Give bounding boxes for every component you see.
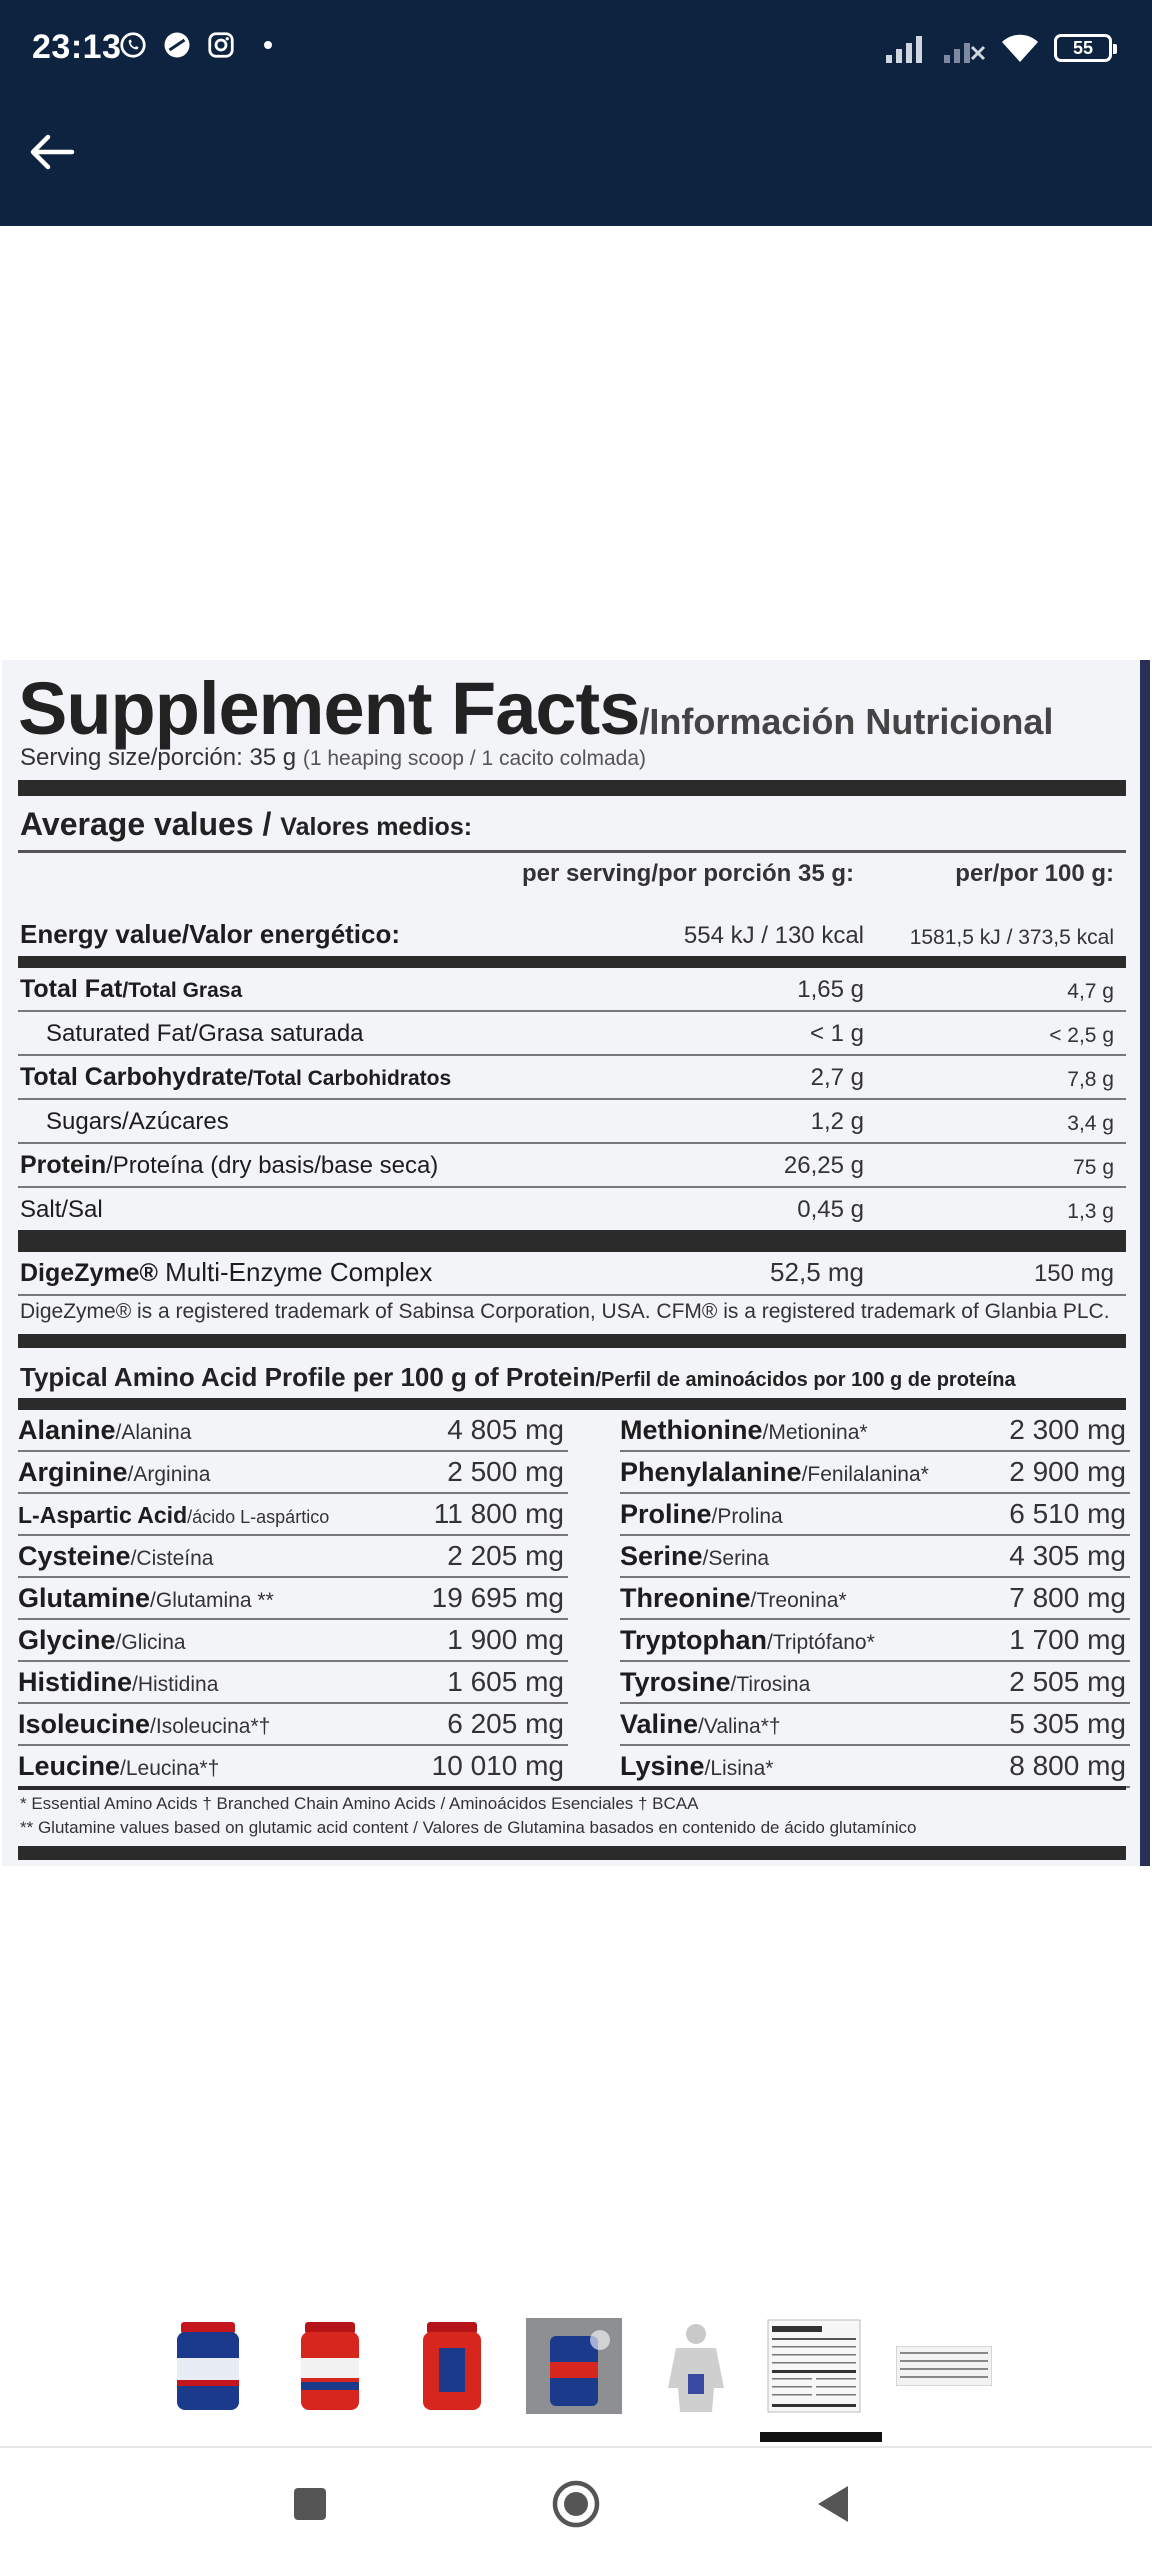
digezyme-row	[18, 1250, 1126, 1296]
amino-row	[620, 1536, 1130, 1578]
nutrient-name	[20, 1063, 451, 1092]
back-button[interactable]	[24, 124, 80, 180]
amino-name	[18, 1457, 210, 1488]
energy-row	[18, 908, 1126, 956]
amino-name-es: /Fenilalanina*	[801, 1463, 929, 1486]
divider-line	[18, 1786, 1126, 1790]
amino-name-en: Histidine	[18, 1667, 133, 1697]
home-circle-icon	[550, 2478, 602, 2530]
nutrient-name	[46, 1108, 229, 1136]
nutrient-name-bold: Protein	[20, 1151, 107, 1179]
amino-name-en: Threonine	[620, 1583, 751, 1613]
home-button[interactable]	[546, 2474, 606, 2534]
amino-value: 7 800 mg	[1009, 1582, 1126, 1613]
nutrient-row	[18, 968, 1126, 1012]
divider-bar	[18, 780, 1126, 796]
digezyme-v1: 52,5 mg	[770, 1257, 864, 1287]
amino-name-en: L-Aspartic Acid	[18, 1502, 188, 1528]
amino-row	[620, 1410, 1130, 1452]
amino-value: 4 805 mg	[447, 1414, 564, 1445]
thumbnail-1[interactable]	[160, 2316, 256, 2416]
amino-name	[18, 1667, 218, 1698]
product-tub-icon	[173, 2318, 243, 2414]
amino-row	[620, 1494, 1130, 1536]
nutrient-per-serving: 0,45 g	[797, 1196, 864, 1223]
amino-name	[18, 1583, 274, 1614]
amino-name-es: /Alanina	[115, 1421, 192, 1444]
amino-row	[18, 1620, 568, 1662]
back-arrow-icon	[28, 132, 76, 172]
amino-name-es: /Lisina*	[704, 1757, 774, 1780]
nutrient-name	[20, 975, 242, 1004]
divider-bar	[18, 1398, 1126, 1410]
nutrient-name-rest: /Proteína (dry basis/base seca)	[106, 1152, 439, 1179]
thumbnail-6[interactable]	[766, 2316, 862, 2416]
battery-icon	[1054, 34, 1112, 62]
energy-v2: 1581,5 kJ / 373,5 kcal	[909, 926, 1114, 949]
serving-extra: (1 heaping scoop / 1 cacito colmada)	[302, 747, 647, 770]
amino-name	[620, 1457, 929, 1488]
recents-button[interactable]	[280, 2474, 340, 2534]
nutrient-row	[18, 1012, 1126, 1056]
label-strip-icon	[896, 2346, 992, 2386]
status-time: 23:13	[32, 28, 122, 66]
amino-name-en: Tyrosine	[620, 1667, 731, 1697]
amino-row	[18, 1536, 568, 1578]
amino-value: 2 500 mg	[447, 1456, 564, 1487]
amino-row	[620, 1452, 1130, 1494]
amino-name	[620, 1415, 868, 1446]
whatsapp-icon	[118, 30, 148, 60]
notification-dot	[264, 41, 272, 49]
product-tub-icon	[417, 2318, 487, 2414]
amino-name	[18, 1499, 329, 1530]
amino-name-es: /Valina*†	[698, 1715, 781, 1738]
signal-off-icon	[942, 33, 986, 63]
amino-row	[620, 1746, 1130, 1788]
amino-value: 8 800 mg	[1009, 1750, 1126, 1781]
digezyme-name	[20, 1257, 432, 1288]
nutrient-name-bold: Total Fat	[20, 975, 123, 1003]
thumbnail-3[interactable]	[404, 2316, 500, 2416]
amino-value: 1 700 mg	[1009, 1624, 1126, 1655]
amino-row	[18, 1662, 568, 1704]
average-values	[20, 806, 472, 843]
product-promo-icon	[526, 2318, 622, 2414]
wifi-icon	[1000, 32, 1040, 64]
amino-name-es: /Triptófano*	[767, 1631, 875, 1654]
nutrient-per-serving: 26,25 g	[783, 1152, 864, 1179]
average-main: Average values /	[20, 806, 281, 842]
amino-name	[620, 1583, 847, 1614]
label-title-sub: /Información Nutricional	[639, 701, 1054, 742]
app-icon	[162, 30, 192, 60]
status-system	[884, 32, 1112, 64]
amino-name	[18, 1709, 270, 1740]
signal-icon	[884, 33, 928, 63]
amino-name-en: Glutamine	[18, 1583, 151, 1613]
nutrient-row	[18, 1188, 1126, 1232]
amino-name-en: Cysteine	[18, 1541, 131, 1571]
amino-value: 2 300 mg	[1009, 1414, 1126, 1445]
digezyme-name-rest: Multi-Enzyme Complex	[157, 1257, 433, 1287]
amino-value: 1 605 mg	[447, 1666, 564, 1697]
nutrient-row	[18, 1144, 1126, 1188]
energy-v1: 554 kJ / 130 kcal	[683, 922, 864, 949]
serving-main: Serving size/porción: 35 g	[20, 744, 303, 771]
product-tub-icon	[295, 2318, 365, 2414]
col1-header: per serving/por porción 35 g:	[521, 860, 854, 887]
amino-name	[18, 1625, 186, 1656]
amino-name	[620, 1751, 773, 1782]
amino-name-en: Serine	[620, 1541, 703, 1571]
person-silhouette-icon	[656, 2318, 736, 2414]
amino-name-es: /Serina	[702, 1547, 770, 1570]
amino-row	[18, 1494, 568, 1536]
nutrient-per-serving: 1,65 g	[797, 976, 864, 1003]
nutrient-per-serving: 1,2 g	[810, 1108, 864, 1135]
battery-level: 55	[1072, 37, 1094, 58]
energy-name: Energy value/Valor energético:	[20, 919, 401, 949]
amino-title-sub: /Perfil de aminoácidos por 100 g de proteína	[595, 1369, 1016, 1391]
average-sub: Valores medios:	[280, 813, 473, 841]
amino-name-es: /Glicina	[115, 1631, 186, 1654]
thumbnail-5[interactable]	[648, 2316, 744, 2416]
divider-bar	[18, 1230, 1126, 1252]
amino-row	[620, 1578, 1130, 1620]
amino-name-en: Tryptophan	[620, 1625, 767, 1655]
divider-bar	[18, 1846, 1126, 1860]
nutrient-per-100g: 75 g	[1073, 1156, 1114, 1179]
divider-bar	[18, 956, 1126, 968]
amino-name-en: Methionine	[620, 1415, 763, 1445]
nutrient-name	[20, 1151, 438, 1180]
digezyme-v2: 150 mg	[1033, 1260, 1114, 1287]
amino-row	[620, 1620, 1130, 1662]
amino-row	[18, 1410, 568, 1452]
nav-back-button[interactable]	[804, 2474, 864, 2534]
amino-value: 11 800 mg	[433, 1498, 564, 1529]
amino-row	[18, 1578, 568, 1620]
label-doc-icon	[766, 2318, 862, 2414]
amino-name-es: /Leucina*†	[120, 1757, 220, 1780]
thumbnail-4[interactable]	[526, 2316, 622, 2416]
back-triangle-icon	[812, 2482, 856, 2526]
amino-name-es: /Metionina*	[762, 1421, 868, 1444]
serving-size	[20, 744, 646, 772]
amino-value: 2 505 mg	[1009, 1666, 1126, 1697]
selected-thumbnail-indicator	[760, 2432, 882, 2442]
status-notifications	[118, 30, 272, 60]
col2-header: per/por 100 g:	[955, 860, 1114, 887]
amino-row	[18, 1704, 568, 1746]
amino-value: 4 305 mg	[1009, 1540, 1126, 1571]
amino-name	[620, 1667, 810, 1698]
amino-value: 5 305 mg	[1009, 1708, 1126, 1739]
amino-value: 6 510 mg	[1009, 1498, 1126, 1529]
amino-name-es: /Histidina	[132, 1673, 219, 1696]
amino-name-es: /Treonina*	[750, 1589, 847, 1612]
amino-name	[18, 1415, 191, 1446]
amino-name	[620, 1499, 783, 1530]
amino-name-en: Proline	[620, 1499, 712, 1529]
nutrient-per-100g: 1,3 g	[1067, 1200, 1114, 1223]
nutrient-row	[18, 1100, 1126, 1144]
amino-name-es: /Tirosina	[730, 1673, 811, 1696]
amino-name-es: /Cisteína	[130, 1547, 214, 1570]
nutrient-row	[18, 1056, 1126, 1100]
nutrient-per-100g: 7,8 g	[1067, 1068, 1114, 1091]
amino-name-en: Alanine	[18, 1415, 116, 1445]
footnote-1: * Essential Amino Acids † Branched Chain Amino Acids / Aminoácidos Esenciales † BCAA	[20, 1794, 699, 1813]
amino-name	[18, 1541, 213, 1572]
instagram-icon	[206, 30, 236, 60]
amino-value: 10 010 mg	[431, 1750, 564, 1781]
amino-name	[620, 1625, 875, 1656]
trademark-note: DigeZyme® is a registered trademark of Sabinsa Corporation, USA. CFM® is a registered trademark of Glanbia PLC.	[20, 1300, 1110, 1323]
amino-name-en: Glycine	[18, 1625, 116, 1655]
recents-square-icon	[290, 2484, 330, 2524]
nutrient-name-rest: /Total Grasa	[122, 979, 243, 1002]
nutrient-name	[20, 1196, 103, 1224]
amino-name-es: /Glutamina **	[150, 1589, 274, 1612]
amino-title	[20, 1362, 1016, 1393]
amino-name-en: Arginine	[18, 1457, 128, 1487]
amino-row	[18, 1452, 568, 1494]
amino-name-en: Leucine	[18, 1751, 121, 1781]
top-bar	[0, 0, 1152, 226]
amino-row	[18, 1746, 568, 1788]
footnote-2: ** Glutamine values based on glutamic acid content / Valores de Glutamina basados en contenido de ácido glutamínico	[20, 1818, 917, 1837]
amino-value: 19 695 mg	[431, 1582, 564, 1613]
navigation-bar	[0, 2446, 1152, 2560]
divider-bar	[18, 1334, 1126, 1348]
nutrient-per-serving: 2,7 g	[810, 1064, 864, 1091]
nutrient-name-rest: /Total Carbohidratos	[247, 1067, 452, 1090]
amino-name-en: Isoleucine	[18, 1709, 151, 1739]
amino-value: 6 205 mg	[447, 1708, 564, 1739]
amino-name-es: /Prolina	[711, 1505, 783, 1528]
nutrient-per-serving: < 1 g	[809, 1020, 864, 1047]
nutrient-name-rest: Saturated Fat/Grasa saturada	[46, 1020, 364, 1047]
amino-name	[620, 1709, 781, 1740]
nutrient-per-100g: 3,4 g	[1067, 1112, 1114, 1135]
product-image-label[interactable]	[2, 660, 1150, 1866]
amino-name-en: Phenylalanine	[620, 1457, 802, 1487]
label-title	[18, 666, 1053, 751]
nutrient-per-100g: < 2,5 g	[1049, 1024, 1114, 1047]
amino-value: 2 900 mg	[1009, 1456, 1126, 1487]
amino-name-en: Valine	[620, 1709, 699, 1739]
amino-value: 1 900 mg	[447, 1624, 564, 1655]
nutrient-name-rest: Salt/Sal	[20, 1196, 103, 1223]
thumbnail-7[interactable]	[896, 2316, 992, 2416]
amino-name	[620, 1541, 769, 1572]
nutrient-name-rest: Sugars/Azúcares	[46, 1108, 229, 1135]
thumbnail-2[interactable]	[282, 2316, 378, 2416]
amino-row	[620, 1662, 1130, 1704]
label-title-main: Supplement Facts	[18, 667, 640, 750]
amino-title-main: Typical Amino Acid Profile per 100 g of Protein	[20, 1362, 596, 1392]
nutrient-name-bold: Total Carbohydrate	[20, 1063, 248, 1091]
thumbnail-strip	[0, 2308, 1152, 2428]
divider-line	[18, 850, 1126, 853]
nutrient-name	[46, 1020, 364, 1048]
amino-name-en: Lysine	[620, 1751, 705, 1781]
amino-name-es: /Isoleucina*†	[150, 1715, 271, 1738]
amino-name-es: /ácido L-aspártico	[187, 1507, 330, 1527]
nutrient-per-100g: 4,7 g	[1067, 980, 1114, 1003]
digezyme-name-bold: DigeZyme®	[20, 1259, 158, 1287]
amino-name-es: /Arginina	[127, 1463, 211, 1486]
amino-row	[620, 1704, 1130, 1746]
amino-value: 2 205 mg	[447, 1540, 564, 1571]
amino-name	[18, 1751, 219, 1782]
